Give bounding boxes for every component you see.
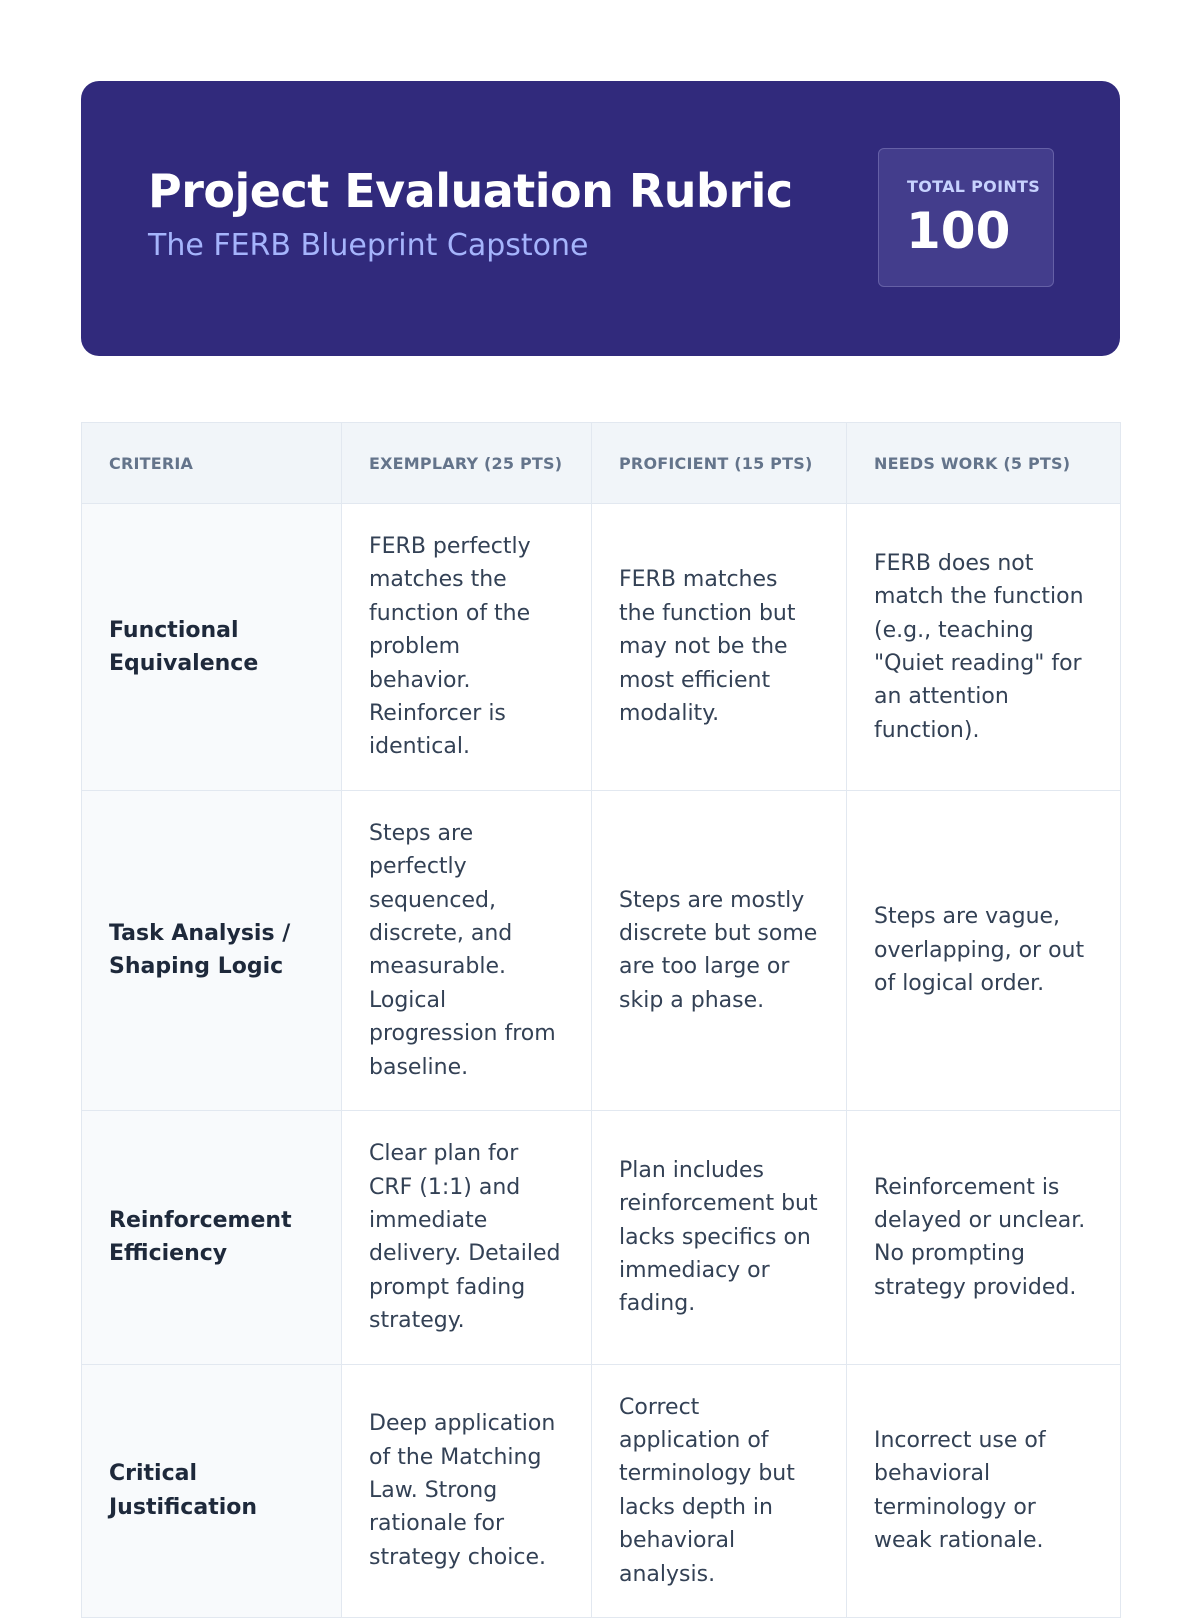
table-row — [82, 1364, 1121, 1617]
table-row — [82, 504, 1121, 791]
total-points-value: 100 — [906, 202, 1011, 260]
criteria-cell: Functional Equivalence — [82, 504, 342, 791]
rubric-table — [81, 422, 1121, 1618]
criteria-cell: Reinforcement Efficiency — [82, 1111, 342, 1364]
exemplary-cell: Clear plan for CRF (1:1) and immediate delivery. Detailed prompt fading strategy. — [342, 1111, 592, 1364]
exemplary-cell: Steps are perfectly sequenced, discrete, and measurable. Logical progression from baseline. — [342, 790, 592, 1110]
page-title: Project Evaluation Rubric — [148, 164, 793, 218]
rubric-header — [81, 81, 1120, 356]
proficient-cell: FERB matches the function but may not be the most efficient modality. — [592, 504, 847, 791]
needs-work-cell: Steps are vague, overlapping, or out of logical order. — [847, 790, 1121, 1110]
exemplary-cell: FERB perfectly matches the function of the problem behavior. Reinforcer is identical. — [342, 504, 592, 791]
needs-work-cell: Reinforcement is delayed or unclear. No prompting strategy provided. — [847, 1111, 1121, 1364]
needs-work-cell: Incorrect use of behavioral terminology or weak rationale. — [847, 1364, 1121, 1617]
criteria-cell: Task Analysis / Shaping Logic — [82, 790, 342, 1110]
table-row — [82, 1111, 1121, 1364]
needs-work-cell: FERB does not match the function (e.g., teaching "Quiet reading" for an attention function). — [847, 504, 1121, 791]
criteria-cell: Critical Justification — [82, 1364, 342, 1617]
page-subtitle: The FERB Blueprint Capstone — [148, 228, 589, 263]
proficient-cell: Plan includes reinforcement but lacks specifics on immediacy or fading. — [592, 1111, 847, 1364]
exemplary-cell: Deep application of the Matching Law. Strong rationale for strategy choice. — [342, 1364, 592, 1617]
table-header-row — [82, 423, 1121, 504]
table-row — [82, 790, 1121, 1110]
column-header-needs-work: NEEDS WORK (5 PTS) — [847, 423, 1121, 504]
total-points-label: TOTAL POINTS — [907, 177, 1041, 196]
column-header-proficient: PROFICIENT (15 PTS) — [592, 423, 847, 504]
column-header-exemplary: EXEMPLARY (25 PTS) — [342, 423, 592, 504]
proficient-cell: Steps are mostly discrete but some are too large or skip a phase. — [592, 790, 847, 1110]
column-header-criteria: CRITERIA — [82, 423, 342, 504]
total-points-badge — [878, 148, 1054, 287]
proficient-cell: Correct application of terminology but lacks depth in behavioral analysis. — [592, 1364, 847, 1617]
